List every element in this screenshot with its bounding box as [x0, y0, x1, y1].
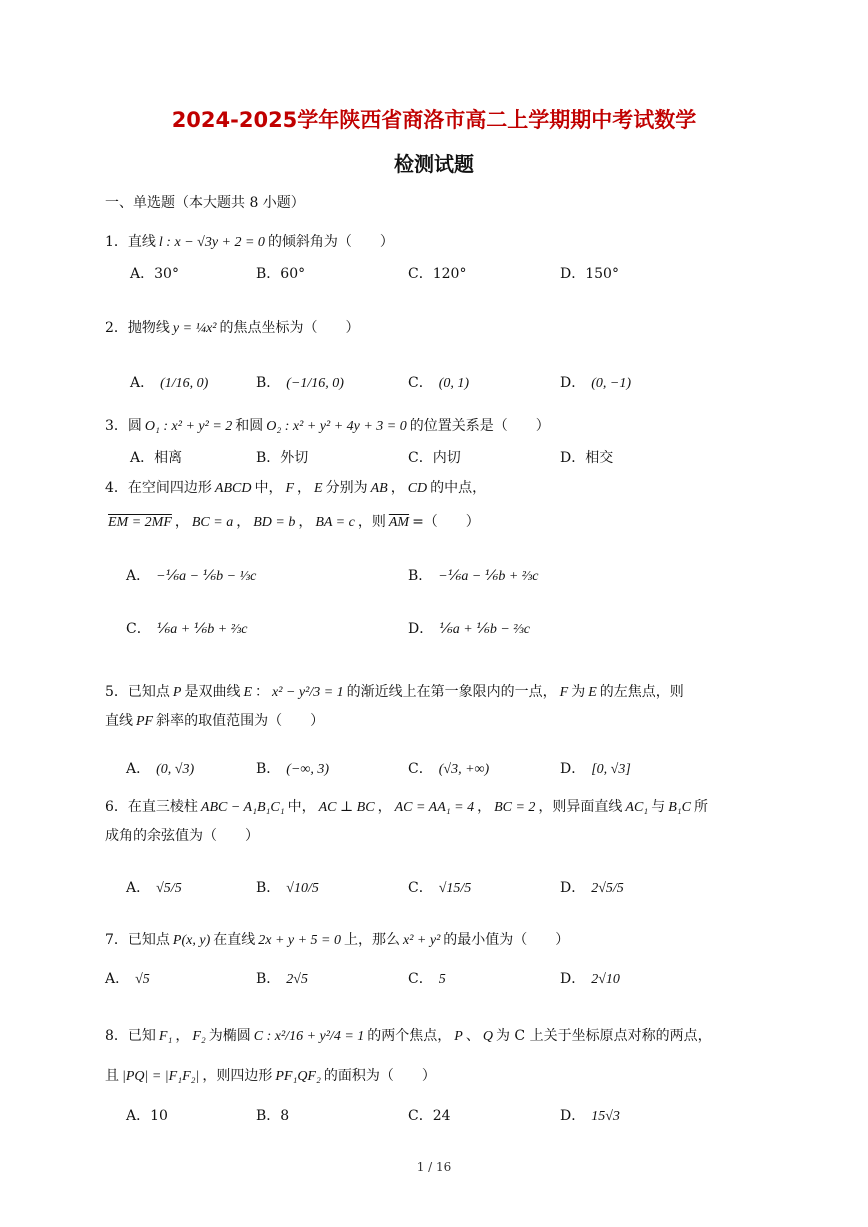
q1-formula: l : x − √3y + 2 = 0 — [158, 235, 265, 250]
q5-option-a: A． (0, √3) — [126, 761, 195, 777]
q6-option-c: C． √15/5 — [408, 880, 472, 896]
q6-option-b: B． √10/5 — [256, 880, 319, 896]
q5-option-b: B． (−∞, 3) — [256, 761, 330, 777]
q1-option-a: A．30° — [130, 266, 179, 282]
q4-option-d: D． ⅙a + ⅙b − ⅔c — [408, 621, 530, 637]
q3-option-d: D．相交 — [560, 450, 614, 466]
q1-option-b: B．60° — [256, 266, 306, 282]
q2-formula: y = ¼x² — [172, 321, 217, 336]
q3-formula-1: O₁ : x² + y² = 2 — [144, 419, 233, 434]
q1-option-d: D．150° — [560, 266, 619, 282]
page-number: 1 / 16 — [416, 1160, 452, 1174]
q2-option-b: B． (−1/16, 0) — [256, 375, 344, 391]
q8-option-c: C．24 — [408, 1108, 451, 1124]
q4-option-a: A． −⅙a − ⅙b − ⅓c — [126, 568, 257, 584]
q8-option-b: B．8 — [256, 1108, 290, 1124]
q8-option-d: D． 15√3 — [560, 1108, 620, 1124]
question-6-stem-line1: 6．在直三棱柱 ABC − A₁B₁C₁ 中， AC ⊥ BC ， AC = AA₁ = 4 ， BC = 2 ，则异面直线 AC₁ 与 B₁C 所 — [105, 799, 708, 815]
question-5-stem-line1: 5．已知点 P 是双曲线 E ： x² − y²/3 = 1 的渐近线上在第一象限内的一点， F 为 E 的左焦点，则 — [105, 684, 684, 700]
question-2-stem: 2．抛物线 y = ¼x² 的焦点坐标为（ ） — [105, 320, 360, 336]
q1-text-b: 的倾斜角为（ ） — [267, 234, 394, 250]
q6-option-a: A． √5/5 — [126, 880, 182, 896]
q1-text-a: 1．直线 — [105, 234, 156, 250]
question-3-stem: 3．圆 O₁ : x² + y² = 2 和圆 O₂ : x² + y² + 4y + 3 = 0 的位置关系是（ ） — [105, 418, 550, 434]
question-4-stem-line1: 4．在空间四边形 ABCD 中， F ， E 分别为 AB ， CD 的中点， — [105, 480, 487, 496]
question-4-stem-line2: EM = 2MF ， BC = a ， BD = b ， BA = c ，则 $\overline{AM}$ =（ ） — [108, 514, 480, 530]
question-5-stem-line2: 直线 PF 斜率的取值范围为（ ） — [105, 713, 325, 729]
q2-option-a: A． (1/16, 0) — [130, 375, 209, 391]
q4-option-b: B． −⅙a − ⅙b + ⅔c — [408, 568, 539, 584]
q3-option-c: C．内切 — [408, 450, 461, 466]
question-7-stem: 7．已知点 P(x, y) 在直线 2x + y + 5 = 0 上，那么 x² + y² 的最小值为（ ） — [105, 932, 570, 948]
question-1-stem — [105, 232, 394, 253]
document-title: 2024-2025学年陕西省商洛市高二上学期期中考试数学 — [171, 108, 697, 132]
question-6-stem-line2: 成角的余弦值为（ ） — [105, 828, 259, 844]
question-8-stem-line2: 且 |PQ| = |F₁F₂| ，则四边形 PF₁QF₂ 的面积为（ ） — [105, 1068, 436, 1084]
q4-option-c: C． ⅙a + ⅙b + ⅔c — [126, 621, 248, 637]
q2-option-d: D． (0, −1) — [560, 375, 632, 391]
question-8-stem-line1: 8．已知 F₁ ， F₂ 为椭圆 C : x²/16 + y²/4 = 1 的两个焦点， P 、 Q 为 C 上关于坐标原点对称的两点， — [105, 1028, 712, 1044]
q7-option-a: A． √5 — [105, 971, 150, 987]
q1-option-c: C．120° — [408, 266, 467, 282]
q5-option-c: C． (√3, +∞) — [408, 761, 490, 777]
q7-option-d: D． 2√10 — [560, 971, 620, 987]
q3-option-a: A．相离 — [130, 450, 183, 466]
q6-option-d: D． 2√5/5 — [560, 880, 624, 896]
q8-option-a: A．10 — [126, 1108, 168, 1124]
q3-formula-2: O₂ : x² + y² + 4y + 3 = 0 — [266, 419, 407, 434]
section-heading: 一、单选题（本大题共 8 小题） — [105, 195, 305, 211]
document-subtitle: 检测试题 — [394, 152, 474, 176]
q5-option-d: D． [0, √3] — [560, 761, 631, 777]
q3-option-b: B．外切 — [256, 450, 309, 466]
q7-option-b: B． 2√5 — [256, 971, 308, 987]
q7-option-c: C． 5 — [408, 971, 446, 987]
q2-option-c: C． (0, 1) — [408, 375, 470, 391]
